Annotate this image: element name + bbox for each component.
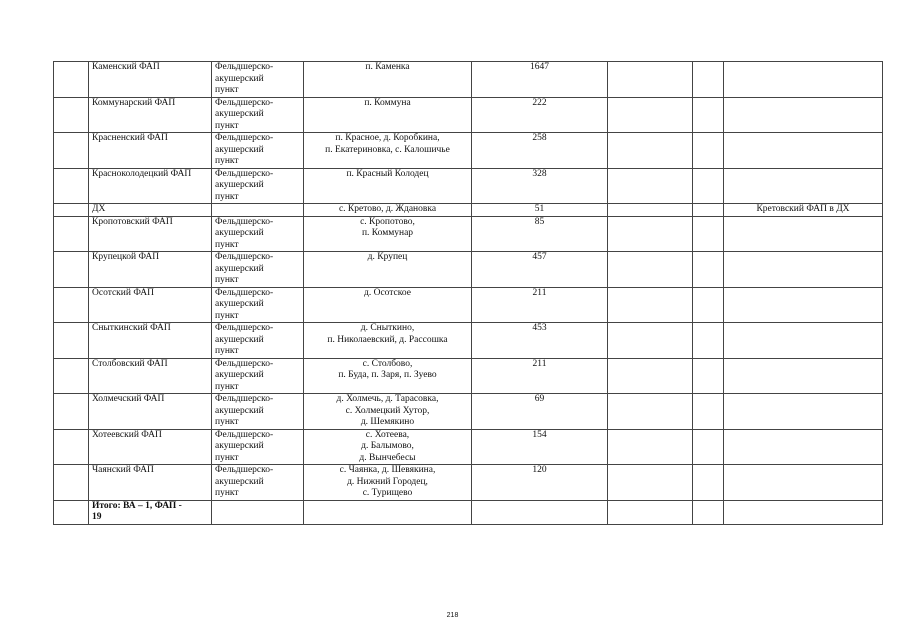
facility-type-line: акушерский	[215, 405, 264, 416]
facility-type-line: акушерский	[215, 476, 264, 487]
settlement-line: п. Екатериновка, с. Калошичье	[325, 144, 450, 155]
facility-name-cell: Столбовский ФАП	[89, 358, 212, 394]
note-cell	[724, 216, 883, 252]
facility-type-cell	[212, 216, 304, 252]
table-row	[54, 429, 883, 465]
page-number: 218	[446, 612, 459, 619]
facility-type-line: акушерский	[215, 263, 264, 274]
facility-type-line: пункт	[215, 346, 239, 356]
facility-type-line: Фельдшерско-	[215, 394, 274, 404]
settlement-line: п. Коммунар	[361, 228, 414, 238]
facility-type-cell	[212, 465, 304, 501]
settlement-line: с. Кропотово,	[360, 216, 415, 227]
row-marker-cell	[54, 62, 89, 98]
facility-type-cell	[212, 287, 304, 323]
row-marker-cell	[54, 465, 89, 501]
facility-type-cell	[212, 323, 304, 359]
note-cell	[724, 323, 883, 359]
empty-cell	[608, 465, 693, 501]
facility-name-cell: Осотский ФАП	[89, 287, 212, 323]
empty-cell	[693, 62, 724, 98]
population-cell: 69	[472, 394, 608, 430]
empty-cell	[693, 429, 724, 465]
facility-type-line: Фельдшерско-	[215, 429, 274, 440]
empty-cell	[693, 204, 724, 217]
facility-name-cell: Крупецкой ФАП	[89, 252, 212, 288]
empty-cell	[608, 287, 693, 323]
facility-name-cell: Каменский ФАП	[89, 62, 212, 98]
table-row	[54, 287, 883, 323]
facility-type-line: Фельдшерско-	[215, 358, 274, 369]
empty-cell	[608, 216, 693, 252]
empty-cell	[693, 500, 724, 524]
row-marker-cell	[54, 358, 89, 394]
settlement-line: п. Николаевский, д. Рассошка	[327, 334, 448, 345]
total-label-line: 19	[92, 512, 102, 522]
note-cell	[724, 358, 883, 394]
facility-type-line: Фельдшерско-	[215, 97, 274, 108]
empty-cell	[608, 252, 693, 288]
table-row-dh	[54, 204, 883, 217]
facility-type-line: акушерский	[215, 180, 264, 190]
settlements-cell	[304, 358, 472, 394]
settlements-cell	[304, 429, 472, 465]
facility-type-line: Фельдшерско-	[215, 62, 274, 72]
settlement-line: п. Буда, п. Заря, п. Зуево	[338, 370, 437, 380]
facility-type-line: пункт	[215, 275, 239, 285]
empty-cell	[724, 500, 883, 524]
facility-type-line: пункт	[215, 156, 239, 166]
row-marker-cell	[54, 323, 89, 359]
settlements-cell	[304, 62, 472, 98]
facility-type-cell	[212, 394, 304, 430]
row-marker-cell	[54, 133, 89, 169]
settlement-line: с. Чаянка, д. Шевякина,	[339, 465, 436, 475]
empty-cell	[693, 323, 724, 359]
facility-name-cell: Красноколодецкий ФАП	[89, 168, 212, 204]
facility-type-line: пункт	[215, 417, 239, 427]
population-cell: 51	[472, 204, 608, 217]
facility-type-cell	[212, 168, 304, 204]
settlement-line: п. Каменка	[365, 62, 410, 72]
facility-type-cell	[212, 62, 304, 98]
facility-type-line: пункт	[215, 85, 239, 95]
facility-name-cell: Холмечский ФАП	[89, 394, 212, 430]
settlement-line: с. Столбово,	[362, 358, 413, 369]
settlements-cell	[304, 465, 472, 501]
facility-name-cell: ДХ	[89, 204, 212, 217]
empty-cell	[608, 323, 693, 359]
facility-type-line: пункт	[215, 452, 239, 463]
facility-type-line: пункт	[215, 239, 239, 250]
note-cell	[724, 465, 883, 501]
empty-cell	[693, 252, 724, 288]
facility-type-cell	[212, 97, 304, 133]
facility-type-cell	[212, 133, 304, 169]
note-cell	[724, 168, 883, 204]
facility-name-cell: Сныткинский ФАП	[89, 323, 212, 359]
row-marker-cell	[54, 500, 89, 524]
settlement-line: д. Крупец	[367, 252, 408, 262]
table-row	[54, 394, 883, 430]
facility-type-line: Фельдшерско-	[215, 465, 274, 475]
facility-type-cell	[212, 252, 304, 288]
facility-type-line: акушерский	[215, 334, 264, 345]
settlement-line: п. Красное, д. Коробкина,	[335, 133, 440, 143]
table-row	[54, 216, 883, 252]
row-marker-cell	[54, 216, 89, 252]
settlements-cell	[304, 168, 472, 204]
note-cell	[724, 429, 883, 465]
settlements-cell	[304, 133, 472, 169]
facility-type-line: акушерский	[215, 228, 264, 238]
note-cell: Кретовский ФАП в ДХ	[724, 204, 883, 217]
empty-cell	[608, 204, 693, 217]
facility-type-line: Фельдшерско-	[215, 133, 274, 143]
facility-type-cell	[212, 358, 304, 394]
note-cell	[724, 133, 883, 169]
facility-type-line: пункт	[215, 488, 239, 498]
empty-cell	[608, 168, 693, 204]
settlements-cell	[304, 216, 472, 252]
settlements-cell	[304, 97, 472, 133]
population-cell: 258	[472, 133, 608, 169]
empty-cell	[472, 500, 608, 524]
settlement-line: д. Вынчебесы	[359, 452, 416, 463]
facility-name-cell: Кропотовский ФАП	[89, 216, 212, 252]
empty-cell	[693, 216, 724, 252]
facility-name-cell: Хотеевский ФАП	[89, 429, 212, 465]
settlement-line: д. Сныткино,	[360, 323, 415, 333]
empty-cell	[693, 168, 724, 204]
settlements-cell: с. Кретово, д. Ждановка	[304, 204, 472, 217]
population-cell: 457	[472, 252, 608, 288]
facility-type-line: акушерский	[215, 370, 264, 380]
table-row	[54, 168, 883, 204]
facility-type-line: акушерский	[215, 299, 264, 309]
population-cell: 222	[472, 97, 608, 133]
facility-type-line: Фельдшерско-	[215, 287, 274, 298]
empty-cell	[693, 287, 724, 323]
note-cell	[724, 97, 883, 133]
settlements-cell	[304, 394, 472, 430]
settlement-line: д. Шемякино	[360, 417, 415, 427]
total-label-line: Итого: ВА – 1, ФАП -	[92, 500, 182, 511]
fap-table-body	[54, 62, 883, 525]
settlements-cell	[304, 252, 472, 288]
settlement-line: д. Нижний Городец,	[347, 476, 428, 487]
empty-cell	[608, 429, 693, 465]
row-marker-cell	[54, 168, 89, 204]
empty-cell	[693, 394, 724, 430]
facility-name-cell: Красненский ФАП	[89, 133, 212, 169]
table-row	[54, 133, 883, 169]
empty-cell	[608, 133, 693, 169]
facility-type-line: пункт	[215, 120, 239, 131]
empty-cell	[693, 97, 724, 133]
facility-type-cell	[212, 204, 304, 217]
settlement-line: с. Хотеева,	[365, 429, 410, 440]
facility-type-line: Фельдшерско-	[215, 323, 274, 333]
population-cell: 211	[472, 358, 608, 394]
table-row-total	[54, 500, 883, 524]
table-row	[54, 62, 883, 98]
empty-cell	[693, 465, 724, 501]
row-marker-cell	[54, 287, 89, 323]
settlement-line: п. Коммуна	[364, 97, 411, 108]
facility-type-line: акушерский	[215, 73, 264, 84]
facility-type-line: акушерский	[215, 109, 264, 119]
row-marker-cell	[54, 97, 89, 133]
row-marker-cell	[54, 394, 89, 430]
table-row	[54, 358, 883, 394]
facility-type-line: пункт	[215, 310, 239, 321]
facility-type-line: пункт	[215, 191, 239, 202]
facility-type-line: пункт	[215, 381, 239, 392]
row-marker-cell	[54, 252, 89, 288]
facility-type-line: акушерский	[215, 441, 264, 451]
empty-cell	[608, 358, 693, 394]
facility-type-line: Фельдшерско-	[215, 252, 274, 262]
population-cell: 453	[472, 323, 608, 359]
population-cell: 328	[472, 168, 608, 204]
table-row	[54, 252, 883, 288]
facility-name-cell: Коммунарский ФАП	[89, 97, 212, 133]
empty-cell	[693, 133, 724, 169]
empty-cell	[608, 394, 693, 430]
facility-type-line: Фельдшерско-	[215, 168, 274, 179]
settlement-line: д. Осотское	[364, 287, 411, 298]
population-cell: 85	[472, 216, 608, 252]
row-marker-cell	[54, 429, 89, 465]
population-cell: 211	[472, 287, 608, 323]
empty-cell	[608, 500, 693, 524]
facility-name-cell: Чаянский ФАП	[89, 465, 212, 501]
settlement-line: с. Холмецкий Хутор,	[345, 405, 430, 416]
settlement-line: д. Балымово,	[361, 441, 414, 451]
table-row	[54, 465, 883, 501]
row-marker-cell	[54, 204, 89, 217]
note-cell	[724, 62, 883, 98]
population-cell: 120	[472, 465, 608, 501]
empty-cell	[212, 500, 304, 524]
note-cell	[724, 394, 883, 430]
settlement-line: п. Красный Колодец	[346, 168, 429, 179]
empty-cell	[608, 97, 693, 133]
settlements-cell	[304, 287, 472, 323]
facility-type-line: Фельдшерско-	[215, 216, 274, 227]
empty-cell	[304, 500, 472, 524]
note-cell	[724, 287, 883, 323]
facility-type-line: акушерский	[215, 144, 264, 155]
population-cell: 1647	[472, 62, 608, 98]
table-row	[54, 97, 883, 133]
empty-cell	[693, 358, 724, 394]
table-row	[54, 323, 883, 359]
facility-type-cell	[212, 429, 304, 465]
settlements-cell	[304, 323, 472, 359]
fap-table	[53, 61, 883, 525]
note-cell	[724, 252, 883, 288]
total-label-cell	[89, 500, 212, 524]
settlement-line: д. Холмечь, д. Тарасовка,	[336, 394, 439, 404]
empty-cell	[608, 62, 693, 98]
population-cell: 154	[472, 429, 608, 465]
settlement-line: с. Турищево	[362, 488, 413, 498]
